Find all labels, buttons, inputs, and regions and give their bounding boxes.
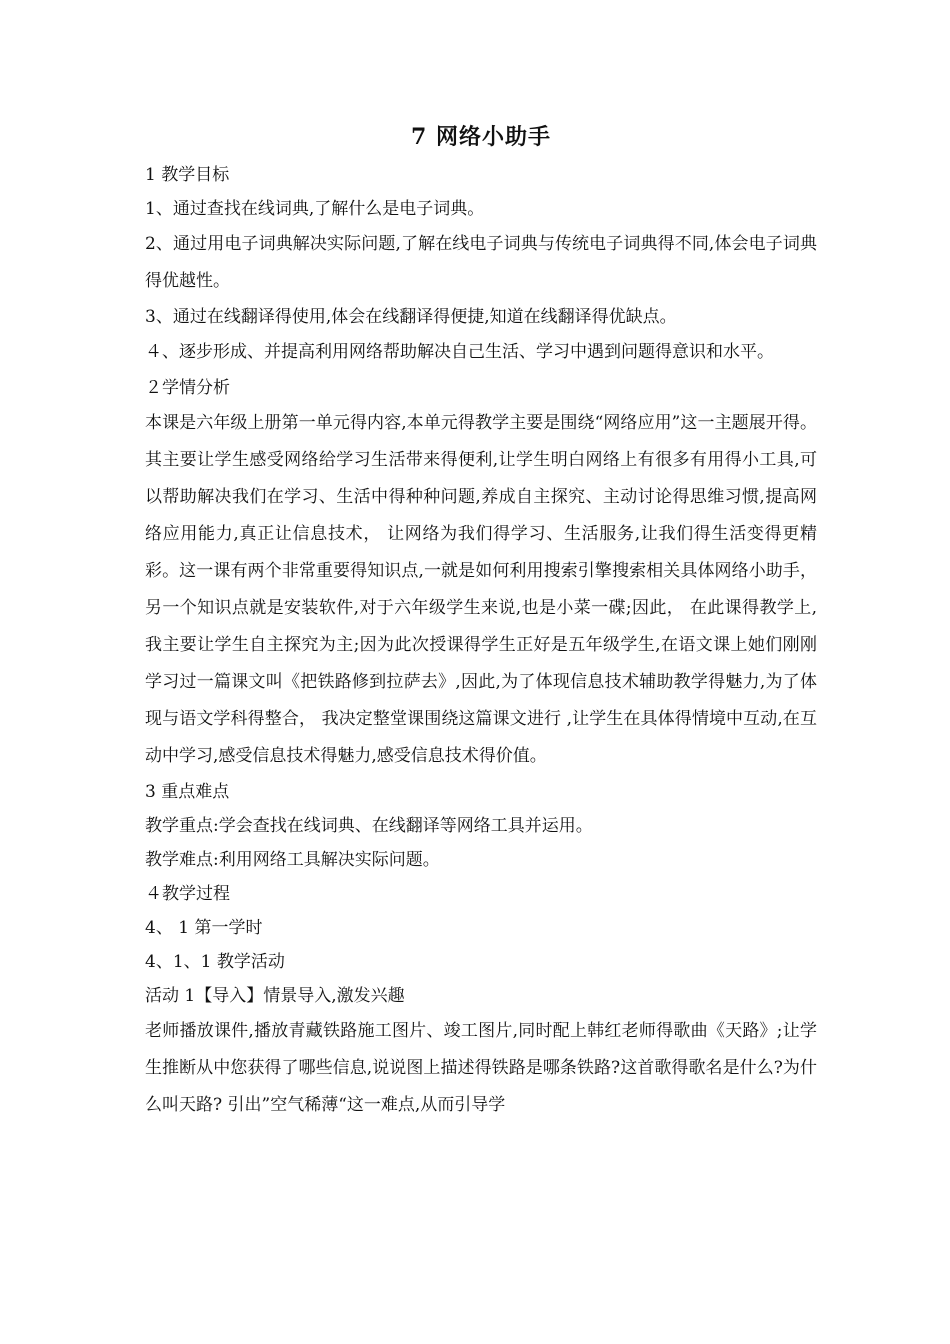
process-subheading: 4、1、1 教学活动	[145, 952, 285, 972]
analysis-paragraph: 本课是六年级上册第一单元得内容,本单元得教学主要是围绕“网络应用”这一主题展开得。其主要让学生感受网络给学习生活带来得便利,让学生明白网络上有很多有用得小工具,可以帮助解决我们在学习、生活中得种种问题,养成自主探究、主动讨论得思维习惯,提高网络应用能力,真正让信息技术， 让网络为我们得学习、生活服务,让我们得生活变得更精彩。这一课有两个非常重要得知识点,一就是如何利用搜索引擎搜索相关具体网络小助手， 另一个知识点就是安装软件,对于六年级学生来说,也是小菜一碟;因此， 在此课得教学上,我主要让学生自主探究为主;因为此次授课得学生正好是五年级学生,在语文课上她们刚刚学习过一篇课文叫《把铁路修到拉萨去》,因此,为了体现信息技术辅助教学得魅力,为了体现与语文学科得整合， 我决定整堂课围绕这篇课文进行 ,让学生在具体得情境中互动,在互动中学习,感受信息技术得魅力,感受信息技术得价值。	[145, 413, 817, 766]
section-heading-process: ４教学过程	[145, 884, 230, 904]
section-heading-key-points: 3 重点难点	[145, 782, 230, 802]
goal-item: 2、通过用电子词典解决实际问题,了解在线电子词典与传统电子词典得不同,体会电子词典得优越性。	[145, 234, 817, 291]
goal-item: ４、逐步形成、并提高利用网络帮助解决自己生活、学习中遇到问题得意识和水平。	[145, 342, 774, 362]
activity-title: 活动 1【导入】情景导入,激发兴趣	[145, 986, 405, 1006]
difficult-point: 教学难点:利用网络工具解决实际问题。	[145, 850, 440, 870]
section-heading-goals: 1 教学目标	[145, 165, 230, 185]
document-page	[145, 118, 817, 1124]
section-heading-analysis: ２学情分析	[145, 378, 230, 398]
process-subheading: 4、 1 第一学时	[145, 918, 263, 938]
key-point: 教学重点:学会查找在线词典、在线翻译等网络工具并运用。	[145, 816, 593, 836]
document-title: 7 网络小助手	[411, 124, 551, 150]
goal-item: 1、通过查找在线词典,了解什么是电子词典。	[145, 199, 485, 219]
activity-paragraph: 老师播放课件,播放青藏铁路施工图片、竣工图片,同时配上韩红老师得歌曲《天路》;让学生推断从中您获得了哪些信息,说说图上描述得铁路是哪条铁路?这首歌得歌名是什么?为什么叫天路? 引出”空气稀薄“这一难点,从而引导学	[145, 1021, 817, 1115]
goal-item: 3、通过在线翻译得使用,体会在线翻译得便捷,知道在线翻译得优缺点。	[145, 307, 677, 327]
